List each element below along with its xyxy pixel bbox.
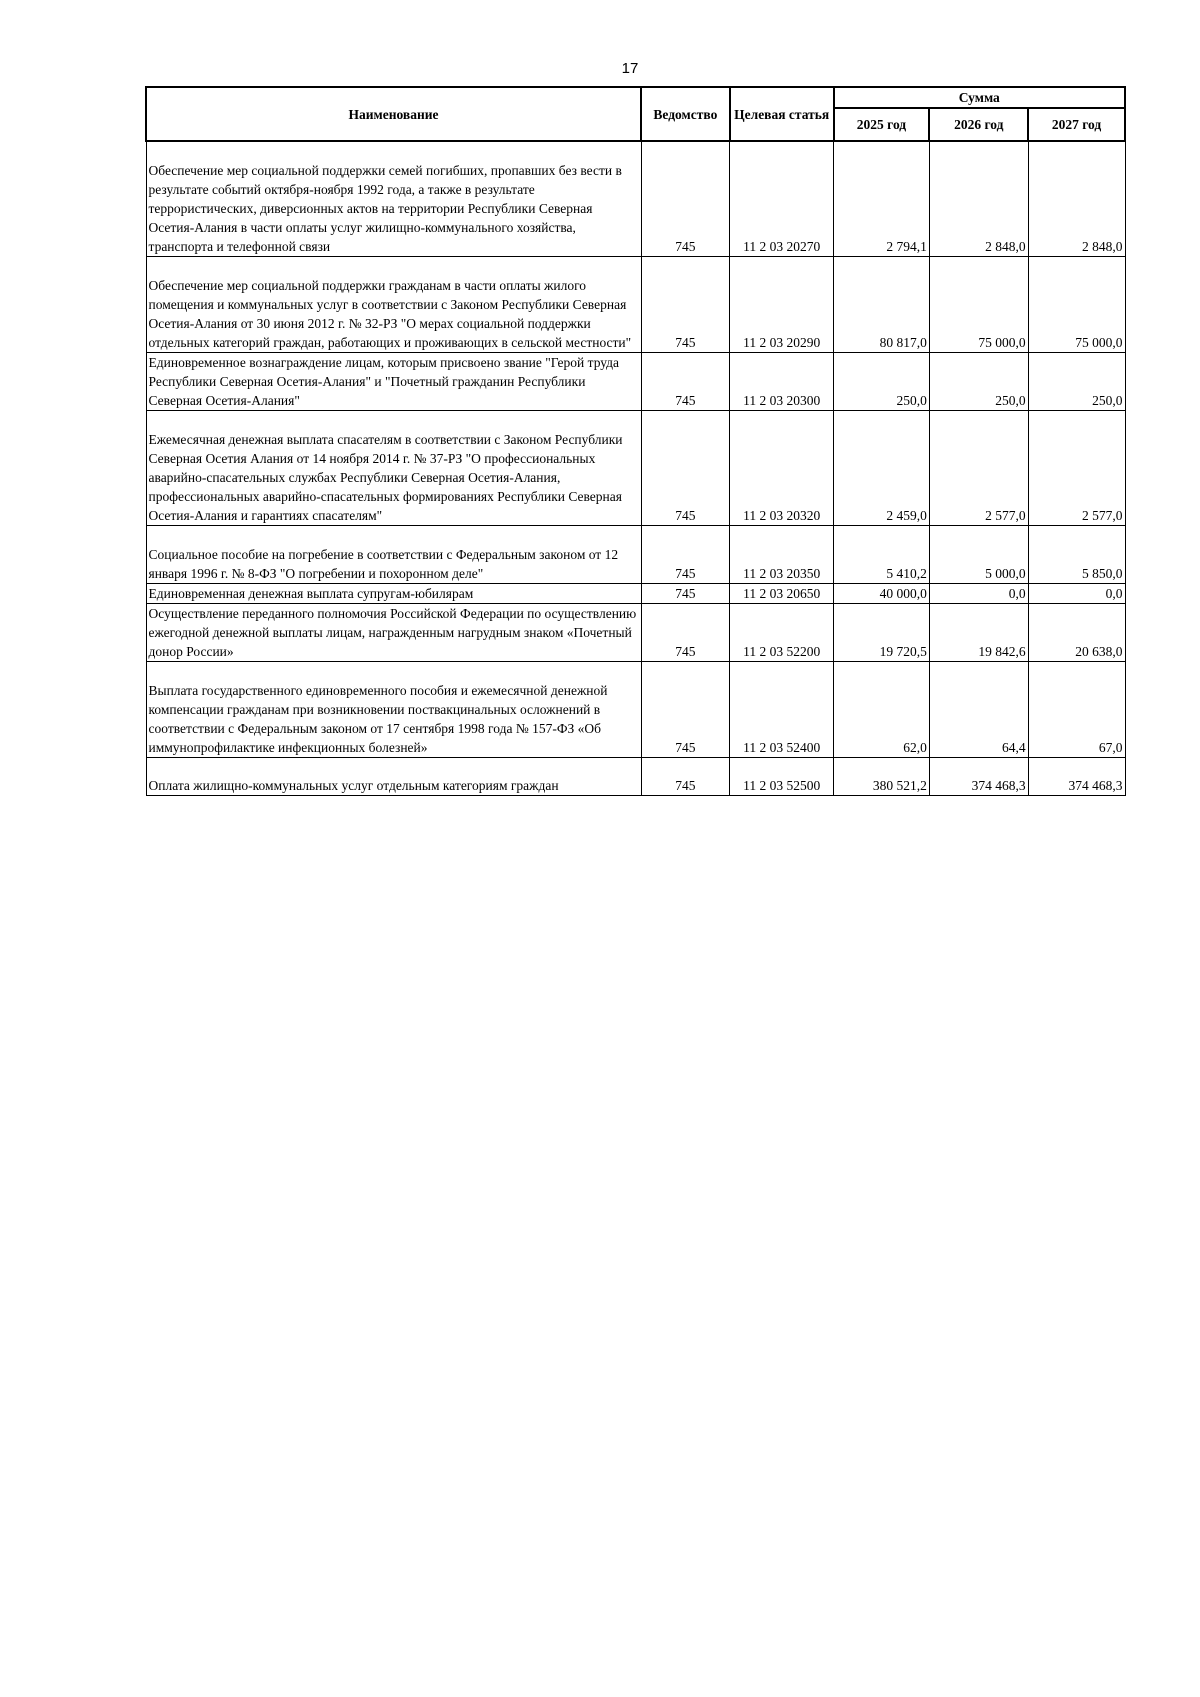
header-year-2026: 2026 год — [929, 108, 1028, 141]
row-value-2025: 2 794,1 — [834, 141, 930, 256]
row-value-2025: 2 459,0 — [834, 410, 930, 525]
row-department: 745 — [641, 410, 730, 525]
row-code: 11 2 03 20270 — [730, 141, 834, 256]
page-number: 17 — [621, 60, 639, 77]
row-value-2025: 40 000,0 — [834, 583, 930, 603]
row-name: Единовременное вознаграждение лицам, которым присвоено звание "Герой труда Республики Северная Осетия-Алания" и "Почетный гражданин Республики Северная Осетия-Алания" — [146, 352, 641, 410]
row-value-2025: 5 410,2 — [834, 525, 930, 583]
table-row — [146, 525, 1125, 583]
row-name: Единовременная денежная выплата супругам-юбилярам — [146, 583, 641, 603]
row-code: 11 2 03 20350 — [730, 525, 834, 583]
table-row — [146, 352, 1125, 410]
budget-table — [145, 86, 1126, 796]
row-value-2027: 67,0 — [1028, 661, 1125, 757]
row-value-2027: 20 638,0 — [1028, 603, 1125, 661]
row-department: 745 — [641, 141, 730, 256]
row-department: 745 — [641, 757, 730, 795]
row-value-2026: 0,0 — [929, 583, 1028, 603]
table-body — [146, 141, 1125, 795]
row-value-2025: 80 817,0 — [834, 256, 930, 352]
row-value-2027: 75 000,0 — [1028, 256, 1125, 352]
row-name: Выплата государственного единовременного пособия и ежемесячной денежной компенсации гражданам при возникновении поствакцинальных осложнений в соответствии с Федеральным законом от 17 сентября 1998 года № 157-ФЗ «Об иммунопрофилактике инфекционных болезней» — [146, 661, 641, 757]
table-header — [146, 87, 1125, 141]
row-department: 745 — [641, 661, 730, 757]
row-department: 745 — [641, 603, 730, 661]
row-code: 11 2 03 52500 — [730, 757, 834, 795]
row-department: 745 — [641, 525, 730, 583]
row-value-2025: 62,0 — [834, 661, 930, 757]
row-value-2026: 374 468,3 — [929, 757, 1028, 795]
table-row — [146, 661, 1125, 757]
row-value-2026: 64,4 — [929, 661, 1028, 757]
row-name: Социальное пособие на погребение в соответствии с Федеральным законом от 12 января 1996 г. № 8-ФЗ "О погребении и похоронном деле" — [146, 525, 641, 583]
row-name: Обеспечение мер социальной поддержки гражданам в части оплаты жилого помещения и коммунальных услуг в соответствии с Законом Республики Северная Осетия-Алания от 30 июня 2012 г. № 32-РЗ "О мерах социальной поддержки отдельных категорий граждан, работающих и проживающих в сельской местности" — [146, 256, 641, 352]
header-sum: Сумма — [834, 87, 1125, 108]
header-department: Ведомство — [641, 87, 730, 141]
row-department: 745 — [641, 256, 730, 352]
row-value-2026: 5 000,0 — [929, 525, 1028, 583]
table-row — [146, 757, 1125, 795]
table-row — [146, 256, 1125, 352]
row-value-2026: 250,0 — [929, 352, 1028, 410]
row-name: Обеспечение мер социальной поддержки семей погибших, пропавших без вести в результате событий октября-ноября 1992 года, а также в результате террористических, диверсионных актов на территории Республики Северная Осетия-Алания в части оплаты услуг жилищно-коммунального хозяйства, транспорта и телефонной связи — [146, 141, 641, 256]
table-row — [146, 603, 1125, 661]
row-value-2027: 374 468,3 — [1028, 757, 1125, 795]
row-value-2026: 2 848,0 — [929, 141, 1028, 256]
header-year-2025: 2025 год — [834, 108, 930, 141]
header-target-article: Целевая статья — [730, 87, 834, 141]
row-value-2027: 0,0 — [1028, 583, 1125, 603]
row-name: Осуществление переданного полномочия Российской Федерации по осуществлению ежегодной денежной выплаты лицам, награжденным нагрудным знаком «Почетный донор России» — [146, 603, 641, 661]
row-department: 745 — [641, 352, 730, 410]
row-value-2027: 2 577,0 — [1028, 410, 1125, 525]
row-value-2027: 5 850,0 — [1028, 525, 1125, 583]
header-year-2027: 2027 год — [1028, 108, 1125, 141]
table-row — [146, 410, 1125, 525]
row-department: 745 — [641, 583, 730, 603]
row-value-2027: 250,0 — [1028, 352, 1125, 410]
row-value-2025: 250,0 — [834, 352, 930, 410]
table-row — [146, 583, 1125, 603]
row-code: 11 2 03 20650 — [730, 583, 834, 603]
row-value-2025: 19 720,5 — [834, 603, 930, 661]
row-value-2026: 19 842,6 — [929, 603, 1028, 661]
table-row — [146, 141, 1125, 256]
row-name: Ежемесячная денежная выплата спасателям в соответствии с Законом Республики Северная Осетия Алания от 14 ноября 2014 г. № 37-РЗ "О профессиональных аварийно-спасательных службах Республики Северная Осетия-Алания, профессиональных аварийно-спасательных формированиях Республики Северная Осетия-Алания и гарантиях спасателям" — [146, 410, 641, 525]
row-code: 11 2 03 20290 — [730, 256, 834, 352]
row-value-2027: 2 848,0 — [1028, 141, 1125, 256]
row-code: 11 2 03 20320 — [730, 410, 834, 525]
row-name: Оплата жилищно-коммунальных услуг отдельным категориям граждан — [146, 757, 641, 795]
row-code: 11 2 03 20300 — [730, 352, 834, 410]
row-code: 11 2 03 52400 — [730, 661, 834, 757]
row-value-2026: 75 000,0 — [929, 256, 1028, 352]
header-name: Наименование — [146, 87, 641, 141]
row-value-2025: 380 521,2 — [834, 757, 930, 795]
row-value-2026: 2 577,0 — [929, 410, 1028, 525]
row-code: 11 2 03 52200 — [730, 603, 834, 661]
